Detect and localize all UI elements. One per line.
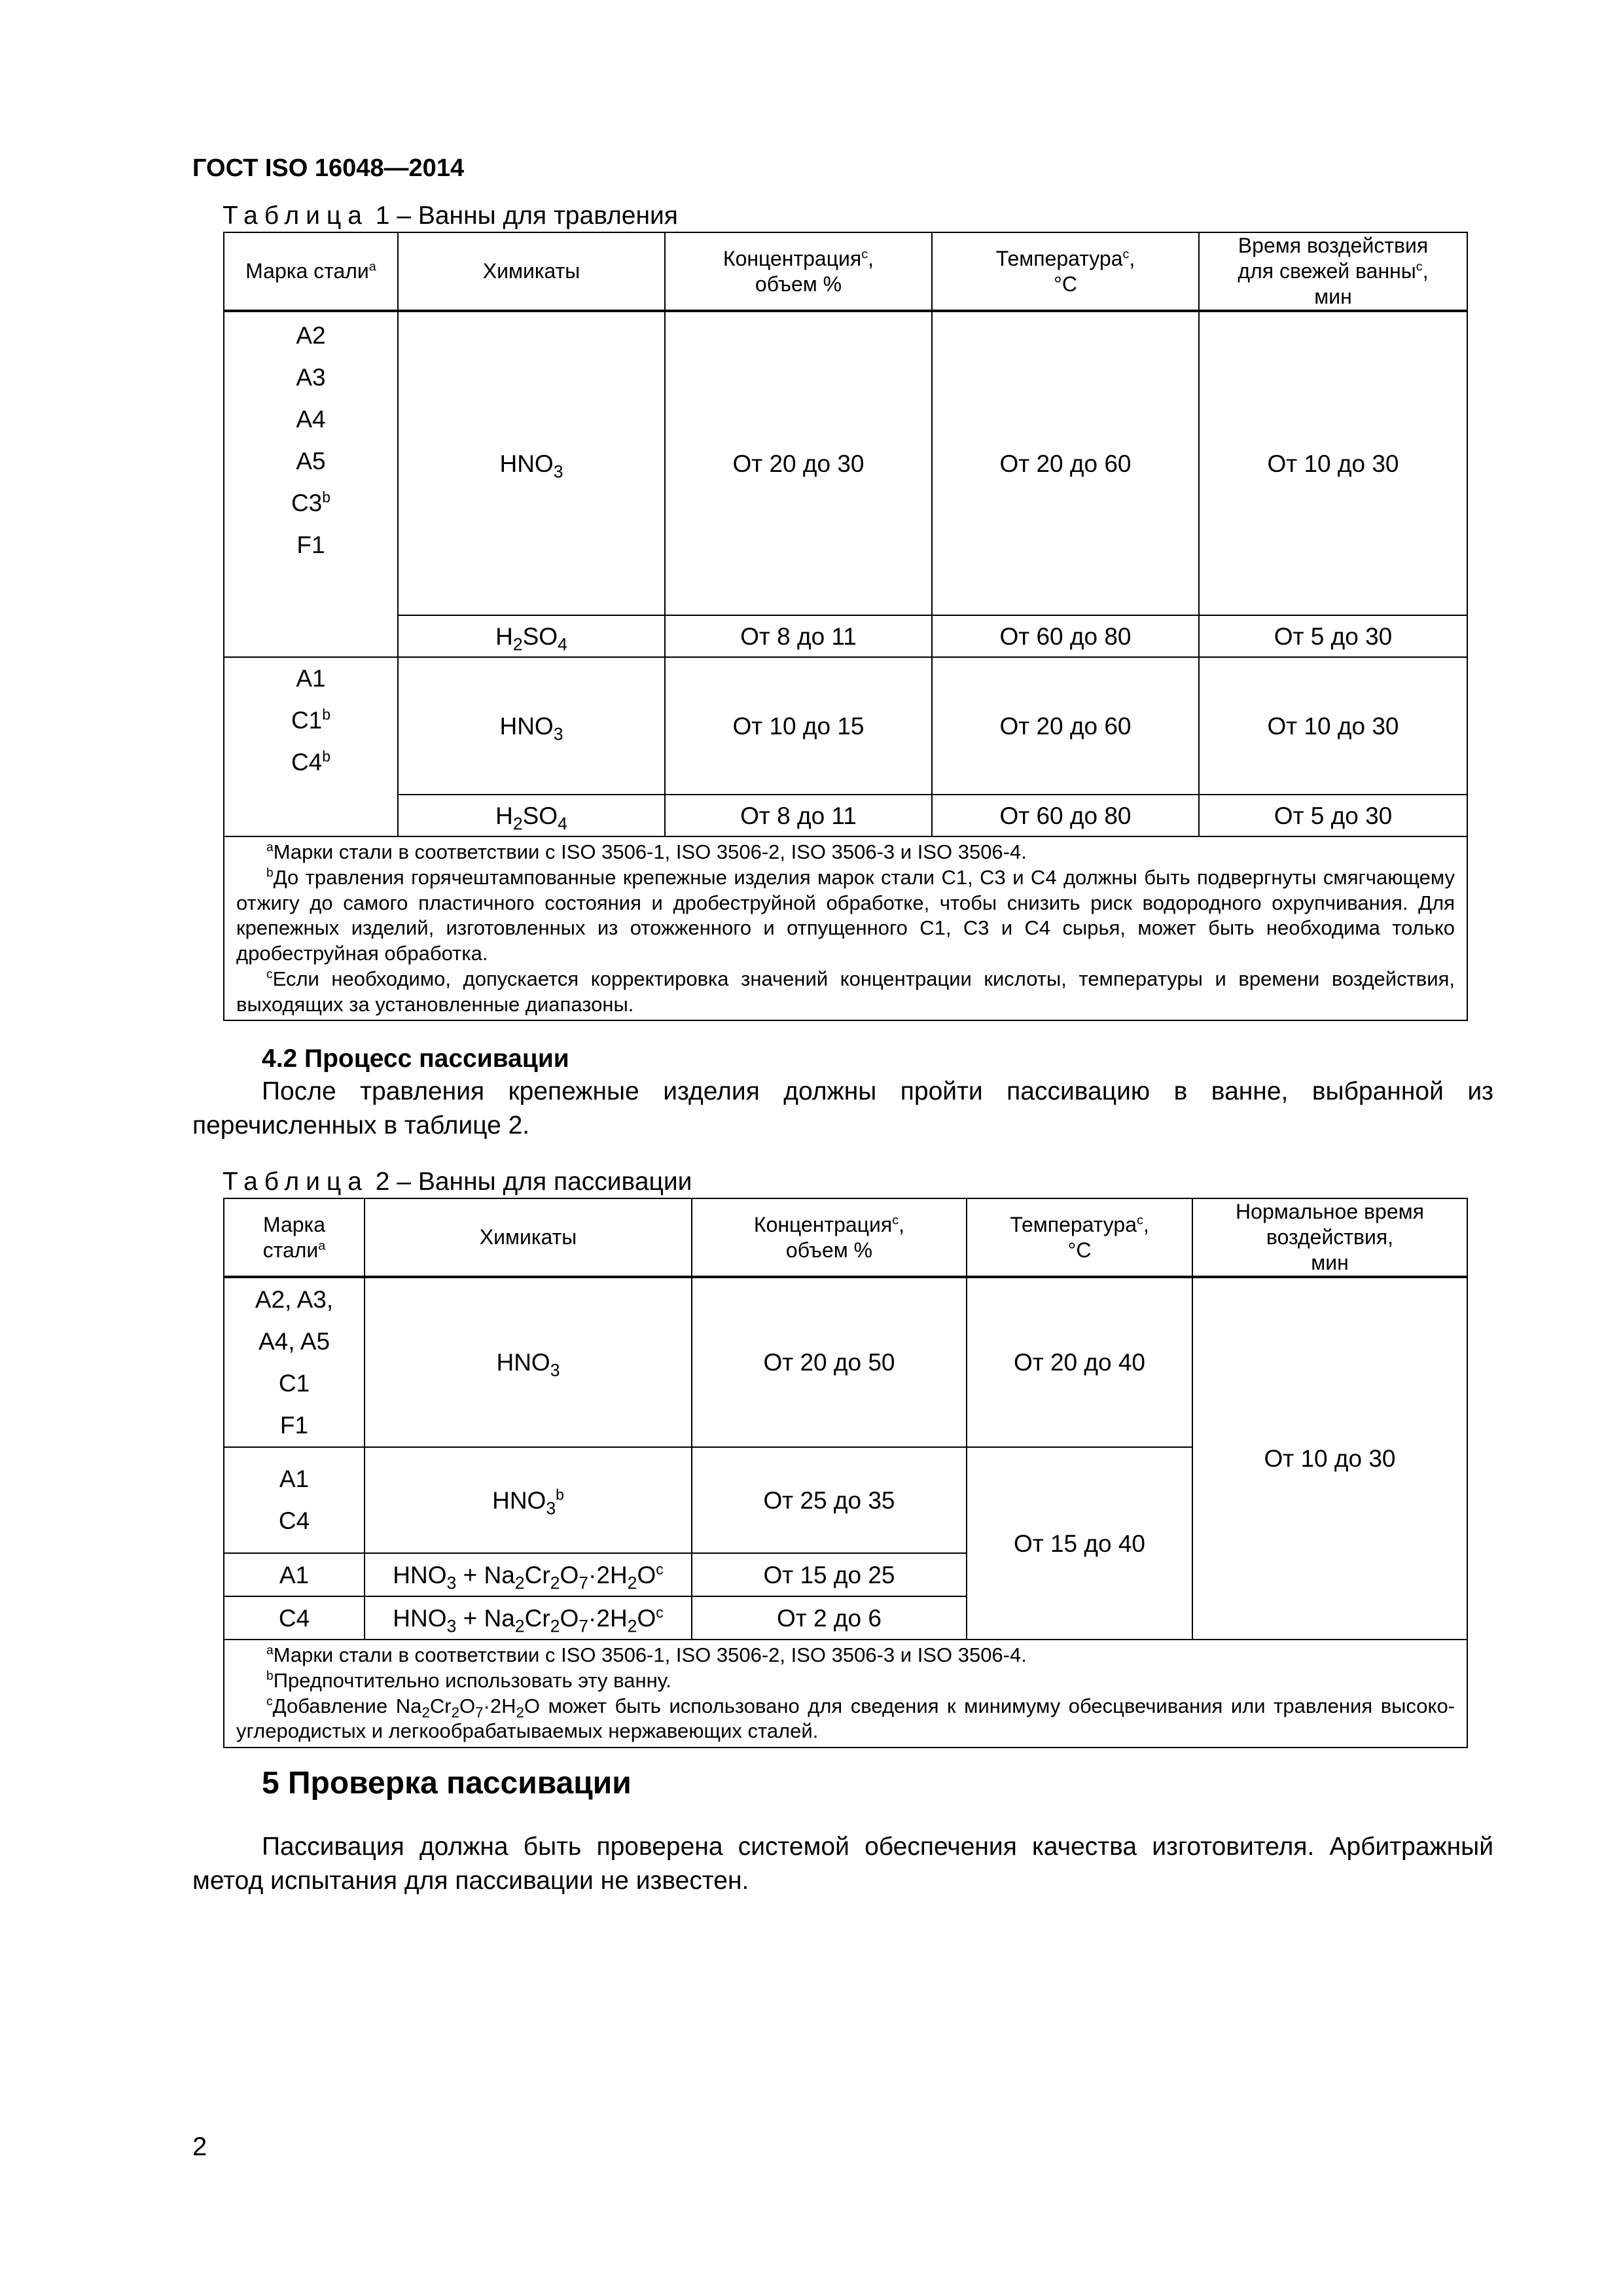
table1-col-temperature: Температура$^c$, °C xyxy=(932,232,1199,311)
table2-group1-grades: A2, A3, A4, A5 C1 F1 xyxy=(224,1277,365,1447)
table2-r1-concentration: От 20 до 50 xyxy=(692,1277,967,1447)
table-row xyxy=(224,615,1467,657)
table1-r3-concentration: От 10 до 15 xyxy=(665,657,932,795)
table1-caption-number: 1 xyxy=(375,202,390,230)
table1-header-row xyxy=(224,232,1467,311)
table1-r4-chemical: $H_2SO_4$ xyxy=(398,795,665,836)
table2-r4-chemical: $HNO_3 + Na_2Cr_2O_7\cdot 2H_2O^c$ xyxy=(365,1596,692,1640)
table2-r4-grade: C4 xyxy=(224,1596,365,1640)
table2-r1-chemical: $HNO_3$ xyxy=(365,1277,692,1447)
table1-footnote-a: $^a$Марки стали в соответствии с ISO 3506-1, ISO 3506-2, ISO 3506-3 и ISO 3506-4. xyxy=(266,840,1027,864)
table2-col-grade: Марка стали$^a$ xyxy=(224,1198,365,1277)
page-number: 2 xyxy=(192,2132,207,2161)
table2 xyxy=(223,1198,1468,1748)
table2-footnote-b: $^b$Предпочтительно использовать эту ванну. xyxy=(266,1668,671,1692)
table2-caption-word: Таблица xyxy=(223,1168,368,1196)
section-4-2-text: После травления крепежные изделия должны пройти пассивацию в ванне, выбранной из перечисленных в таблице 2. xyxy=(192,1077,1493,1139)
table2-caption-number: 2 xyxy=(375,1168,390,1196)
table2-caption-title: – Ванны для пассивации xyxy=(397,1168,692,1196)
table1-group1-grades: A2 A3 A4 A5 C3$^b$ F1 xyxy=(224,311,398,657)
table2-group2-grades: A1 C4 xyxy=(224,1447,365,1553)
table1-r2-time: От 5 до 30 xyxy=(1199,615,1467,657)
table1-group2-grades: A1 C1$^b$ C4$^b$ xyxy=(224,657,398,836)
table2-r3-chemical: $HNO_3 + Na_2Cr_2O_7\cdot 2H_2O^c$ xyxy=(365,1553,692,1596)
section-4-2-title: 4.2 Процесс пассивации xyxy=(262,1045,569,1073)
table1-col-chemicals: Химикаты xyxy=(398,232,665,311)
table2-col-concentration: Концентрация$^c$, объем % xyxy=(692,1198,967,1277)
section-5-text: Пассивация должна быть проверена системой обеспечения качества изготовителя. Арбитражный метод испытания для пассивации не известен. xyxy=(192,1833,1493,1895)
table2-footnotes xyxy=(224,1640,1467,1748)
table2-col-time: Нормальное время воздействия, мин xyxy=(1192,1198,1467,1277)
table2-caption xyxy=(223,1168,692,1196)
table1-footnotes xyxy=(224,836,1467,1020)
table1-caption-title: – Ванны для травления xyxy=(397,202,678,230)
table1-col-time: Время воздействия для свежей ванны$^c$, мин xyxy=(1199,232,1467,311)
table1-footnote-b: $^b$До травления горячештампованные крепежные изделия марок стали С1, С3 и С4 должны быть подвергнуты смягчающему отжигу до самого пластичного состояния и дробеструйной обработке, чтобы снизить риск водородного охрупчивания. Для крепежных изделий, изготовленных из отожженного и отпущенного С1, С3 и С4 сырья, может быть необходима только дробеструйная обработка. xyxy=(236,865,1455,965)
table1-r1-temperature: От 20 до 60 xyxy=(932,311,1199,615)
document-header: ГОСТ ISO 16048—2014 xyxy=(192,154,465,182)
table1-r2-temperature: От 60 до 80 xyxy=(932,615,1199,657)
table-row xyxy=(224,1277,1467,1447)
table1-r1-time: От 10 до 30 xyxy=(1199,311,1467,615)
table1-r2-concentration: От 8 до 11 xyxy=(665,615,932,657)
table2-r2-chemical: $HNO_3^b$ xyxy=(365,1447,692,1553)
table2-r1-temperature: От 20 до 40 xyxy=(967,1277,1192,1447)
table-row xyxy=(224,311,1467,615)
table2-r3-concentration: От 15 до 25 xyxy=(692,1553,967,1596)
table1-footnotes-row xyxy=(224,836,1467,1020)
table2-footnotes-row xyxy=(224,1640,1467,1748)
table1-r2-chemical: $H_2SO_4$ xyxy=(398,615,665,657)
table1-footnote-c: $^c$Если необходимо, допускается корректировка значений концентрации кислоты, температуры и времени воздействия, выходящих за установленные диапазоны. xyxy=(236,967,1455,1016)
table1-r4-concentration: От 8 до 11 xyxy=(665,795,932,836)
table1-r3-temperature: От 20 до 60 xyxy=(932,657,1199,795)
table1-r1-chemical: $HNO_3$ xyxy=(398,311,665,615)
table1-r3-time: От 10 до 30 xyxy=(1199,657,1467,795)
table1-col-grade: Марка стали$^a$ xyxy=(224,232,398,311)
table1-caption-word: Таблица xyxy=(223,202,368,230)
table1-r4-temperature: От 60 до 80 xyxy=(932,795,1199,836)
table2-time-shared: От 10 до 30 xyxy=(1192,1277,1467,1640)
section-5-title: 5 Проверка пассивации xyxy=(262,1766,632,1801)
table2-r3-grade: A1 xyxy=(224,1553,365,1596)
table2-r4-concentration: От 2 до 6 xyxy=(692,1596,967,1640)
table-row xyxy=(224,795,1467,836)
table1-r4-time: От 5 до 30 xyxy=(1199,795,1467,836)
table2-header-row xyxy=(224,1198,1467,1277)
table1 xyxy=(223,232,1468,1021)
table1-col-concentration: Концентрация$^c$, объем % xyxy=(665,232,932,311)
table2-r2-concentration: От 25 до 35 xyxy=(692,1447,967,1553)
table2-col-chemicals: Химикаты xyxy=(365,1198,692,1277)
table1-r1-concentration: От 20 до 30 xyxy=(665,311,932,615)
table2-footnote-c: $^c$Добавление $Na_2Cr_2O_7\cdot 2H_2O$ может быть использовано для сведения к минимуму обесцвечивания или травления высоко-углеродистых и легкообрабатываемых нержавеющих сталей. xyxy=(236,1694,1455,1743)
table2-footnote-a: $^a$Марки стали в соответствии с ISO 3506-1, ISO 3506-2, ISO 3506-3 и ISO 3506-4. xyxy=(266,1643,1027,1667)
table2-col-temperature: Температура$^c$, °C xyxy=(967,1198,1192,1277)
table2-temp-shared: От 15 до 40 xyxy=(967,1447,1192,1640)
table1-r3-chemical: $HNO_3$ xyxy=(398,657,665,795)
table-row xyxy=(224,657,1467,795)
table1-caption xyxy=(223,202,678,230)
